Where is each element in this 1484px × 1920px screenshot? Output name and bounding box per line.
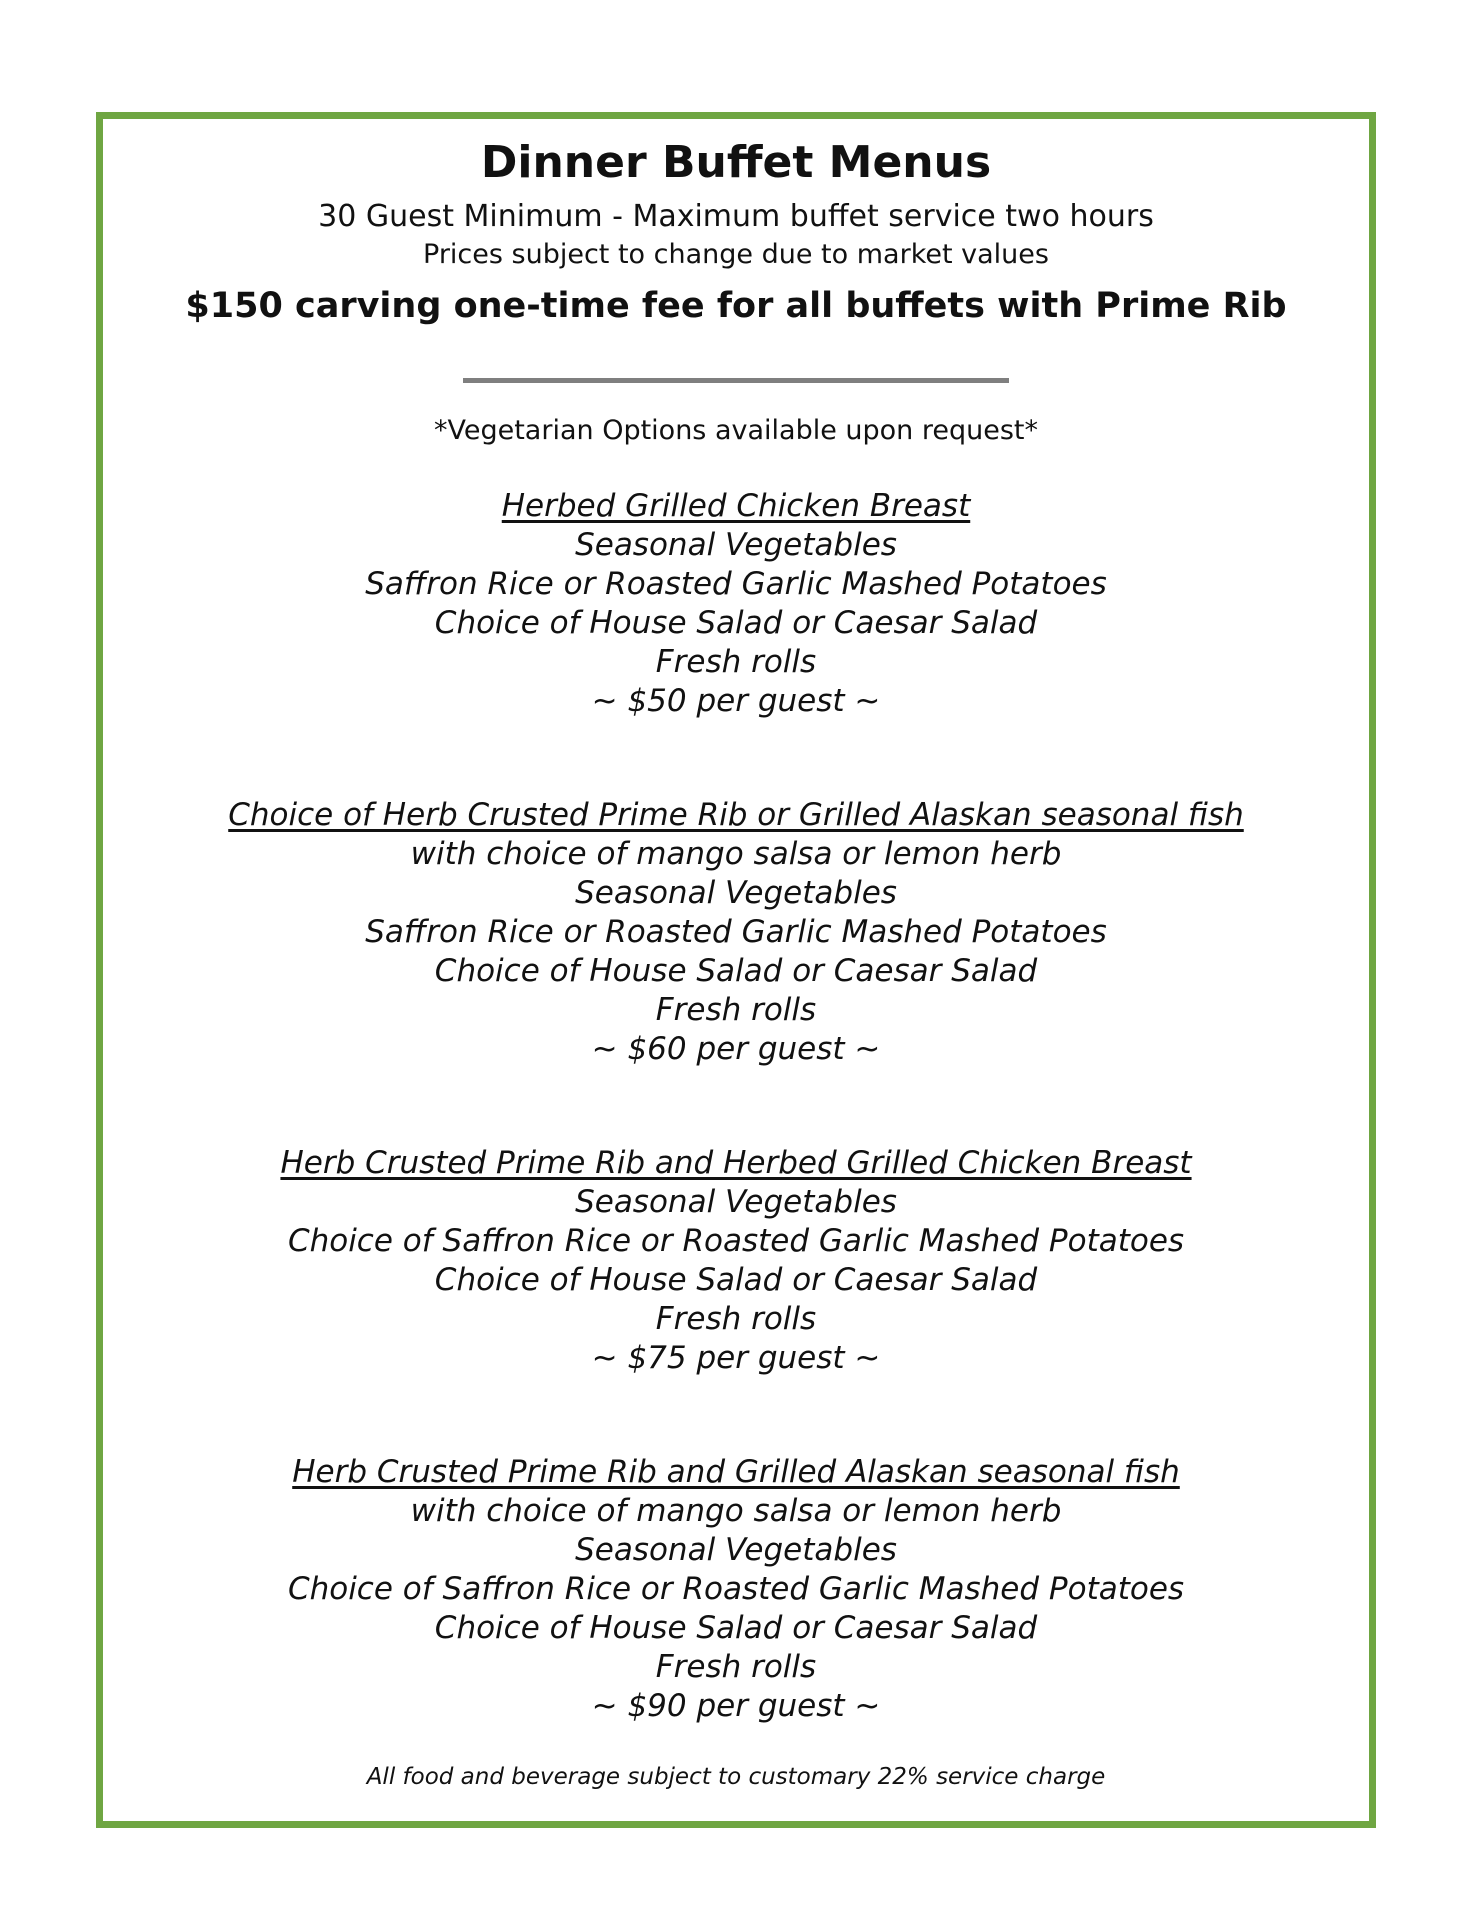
menu-line: Seasonal Vegetables	[575, 527, 897, 563]
buffet-menu-2	[96, 796, 1376, 1069]
section-divider	[463, 378, 1009, 383]
vegetarian-note: *Vegetarian Options available upon request*	[433, 415, 1039, 446]
menu-line: Choice of House Salad or Caesar Salad	[434, 1610, 1038, 1646]
menu-heading: Herb Crusted Prime Rib and Herbed Grilled Chicken Breast	[280, 1145, 1192, 1181]
menu-price: ~ $90 per guest ~	[591, 1688, 881, 1724]
menu-line: Fresh rolls	[655, 992, 817, 1028]
page-title: Dinner Buffet Menus	[480, 137, 992, 188]
menu-line: Choice of House Salad or Caesar Salad	[434, 605, 1038, 641]
buffet-menu-3	[96, 1144, 1376, 1378]
menu-line: Choice of House Salad or Caesar Salad	[434, 953, 1038, 989]
menu-line: Choice of Saffron Rice or Roasted Garlic Mashed Potatoes	[287, 1571, 1185, 1607]
guest-minimum-note: 30 Guest Minimum - Maximum buffet service two hours	[318, 199, 1154, 234]
menu-line: with choice of mango salsa or lemon herb	[410, 836, 1062, 872]
price-change-note: Prices subject to change due to market values	[423, 239, 1049, 270]
menu-line: Seasonal Vegetables	[575, 875, 897, 911]
menu-line: Fresh rolls	[655, 1301, 817, 1337]
menu-line: Saffron Rice or Roasted Garlic Mashed Potatoes	[365, 914, 1107, 950]
buffet-menu-4	[96, 1453, 1376, 1726]
buffet-menu-1	[96, 487, 1376, 721]
menu-price: ~ $60 per guest ~	[591, 1031, 881, 1067]
service-charge-note: All food and beverage subject to customary 22% service charge	[366, 1764, 1106, 1790]
menu-line: Seasonal Vegetables	[575, 1532, 897, 1568]
menu-line: Seasonal Vegetables	[575, 1184, 897, 1220]
menu-line: Choice of House Salad or Caesar Salad	[434, 1262, 1038, 1298]
menu-price: ~ $50 per guest ~	[591, 683, 881, 719]
menu-line: Fresh rolls	[655, 1649, 817, 1685]
menu-price: ~ $75 per guest ~	[591, 1340, 881, 1376]
menu-page	[96, 112, 1376, 1792]
menu-line: Saffron Rice or Roasted Garlic Mashed Potatoes	[365, 566, 1107, 602]
menu-heading: Herb Crusted Prime Rib and Grilled Alaskan seasonal fish	[292, 1454, 1180, 1490]
menu-heading: Choice of Herb Crusted Prime Rib or Grilled Alaskan seasonal fish	[228, 797, 1244, 833]
menu-line: with choice of mango salsa or lemon herb	[410, 1493, 1062, 1529]
menu-line: Fresh rolls	[655, 644, 817, 680]
carving-fee-note: $150 carving one-time fee for all buffets with Prime Rib	[185, 286, 1287, 326]
menu-heading: Herbed Grilled Chicken Breast	[501, 488, 971, 524]
menu-line: Choice of Saffron Rice or Roasted Garlic Mashed Potatoes	[287, 1223, 1185, 1259]
